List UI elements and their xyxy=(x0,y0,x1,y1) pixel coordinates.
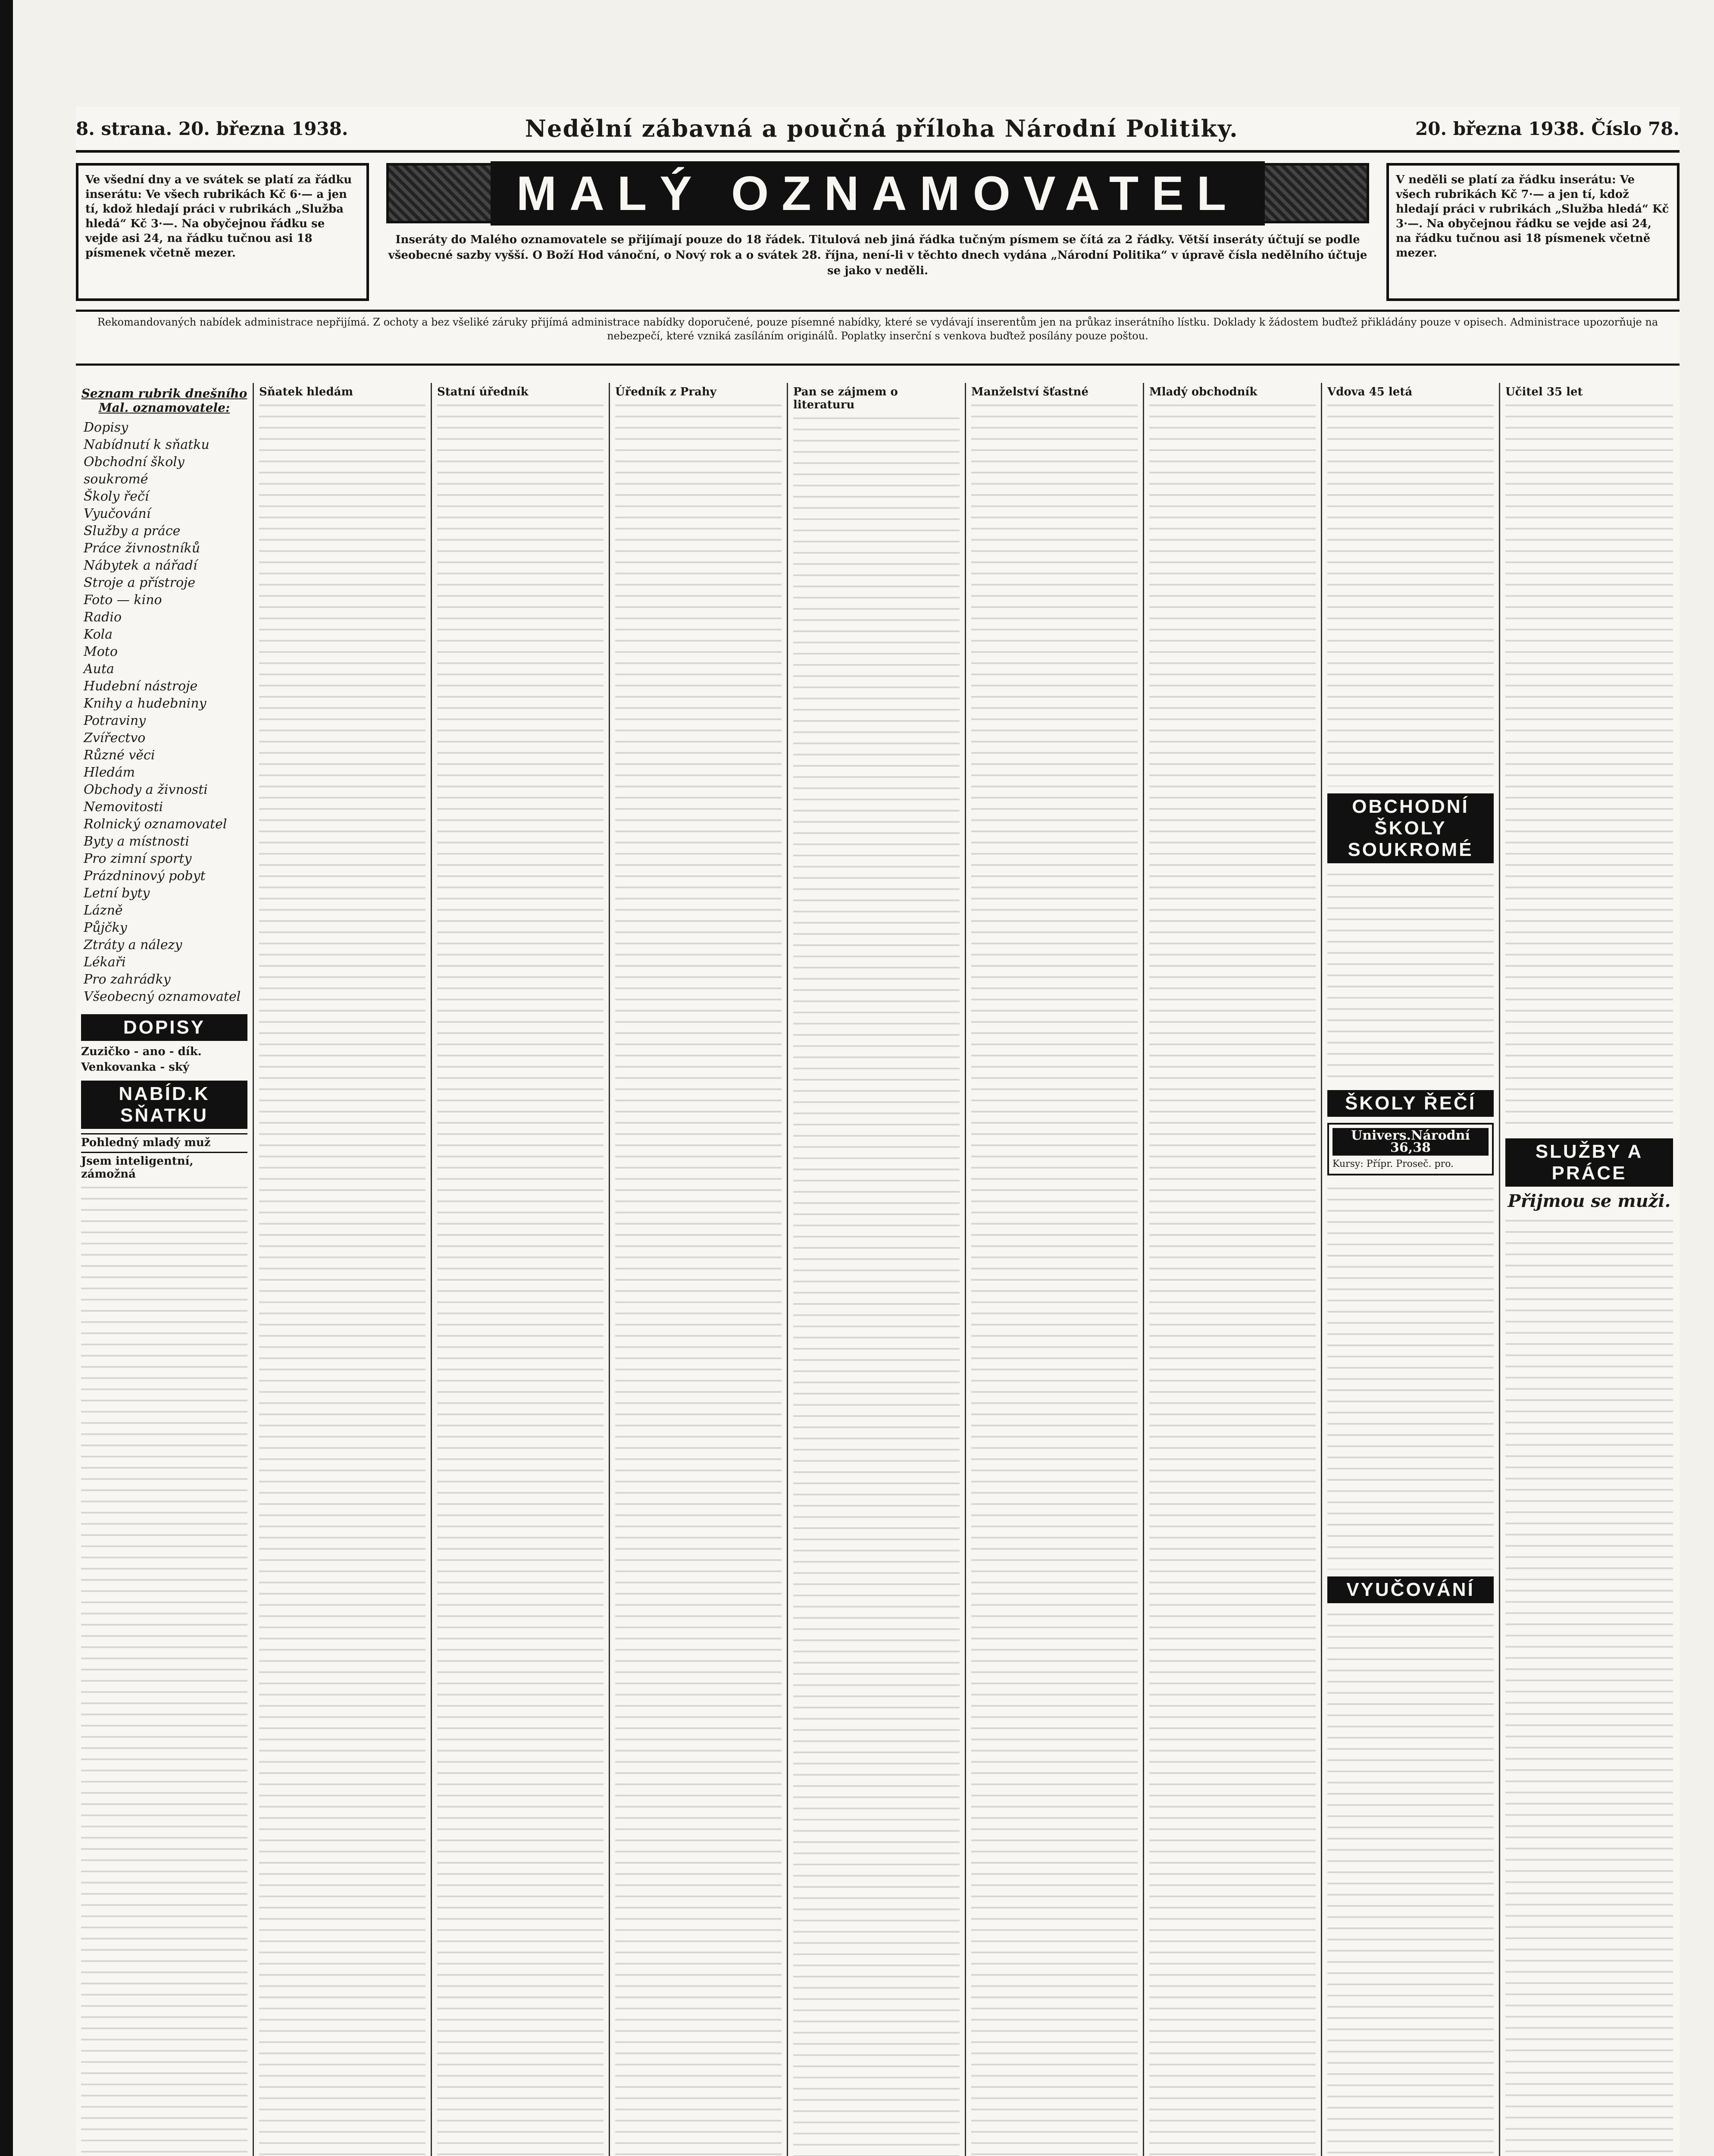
column-6 xyxy=(966,383,1144,2156)
ad-heading: Venkovanka - ský xyxy=(81,1061,189,1074)
column-9 xyxy=(1500,383,1678,2156)
masthead-band xyxy=(76,163,1680,370)
rubric-item: Školy řečí xyxy=(84,489,149,504)
section-dopisy: DOPISY xyxy=(81,1014,247,1041)
ad-heading: Pan se zájmem o literaturu xyxy=(793,385,898,411)
price-notice-weekday: Ve všední dny a ve svátek se platí za řádku inserátu: Ve všech rubrikách Kč 6·— a jen tí, kdož hledají práci v rubrikách „Služba hledá“ Kč 3·—. Na obyčejnou řádku se vejde asi 24, na řádku tučnou asi 18 písmenek včetně mezer. xyxy=(76,163,369,301)
column-5 xyxy=(788,383,966,2156)
rubric-item: Dopisy xyxy=(84,420,128,435)
rubric-item: Obchody a živnosti xyxy=(84,782,208,797)
classified-text-block xyxy=(1149,398,1316,2156)
classified-text-block xyxy=(615,398,782,2156)
rubric-list xyxy=(84,419,247,1006)
ad-heading: Úředník z Prahy xyxy=(615,385,716,398)
classified-text-block xyxy=(1505,1214,1673,2156)
rubric-item: Pro zahrádky xyxy=(84,972,171,987)
classified-text-block xyxy=(259,398,425,2156)
column-1 xyxy=(76,383,254,2156)
rubric-item: Vyučování xyxy=(84,506,151,521)
classified-text-block xyxy=(1327,398,1494,787)
school-ad-body: Kursy: Přípr. Proseč. pro. xyxy=(1332,1159,1454,1169)
runner-title: Nedělní zábavná a poučná příloha Národní Politiky. xyxy=(525,115,1239,142)
rubric-item: Kola xyxy=(84,627,113,642)
rubric-list-title: Seznam rubrik dnešního Mal. oznamovatele: xyxy=(81,386,247,415)
classified-text-block xyxy=(1505,398,1673,1131)
masthead-title: MALÝ OZNAMOVATEL xyxy=(491,161,1265,226)
ad-heading: Pohledný mladý muž xyxy=(81,1133,247,1149)
rubric-item: Půjčky xyxy=(84,920,127,935)
rubric-item: Hudební nástroje xyxy=(84,679,198,694)
classified-text-block xyxy=(1327,1608,1494,2156)
rubric-item: Nemovitosti xyxy=(84,799,163,815)
rubric-item: Auta xyxy=(84,661,114,677)
section-skoly-reci: ŠKOLY ŘEČÍ xyxy=(1327,1090,1494,1117)
rubric-item: Stroje a přístroje xyxy=(84,575,196,590)
rubric-item: Rolnický oznamovatel xyxy=(84,817,227,832)
ad-heading: Sňatek hledám xyxy=(259,385,353,398)
section-vyucovani: VYUČOVÁNÍ xyxy=(1327,1576,1494,1603)
rubric-item: Potraviny xyxy=(84,713,146,728)
ad-heading: Statní úředník xyxy=(437,385,529,398)
subsection-prijmou-se-muzi: Přijmou se muži. xyxy=(1508,1191,1671,1211)
classified-text-block xyxy=(793,411,960,2156)
runner-left: 8. strana. 20. března 1938. xyxy=(76,118,348,139)
rubric-item: Nabídnutí k sňatku xyxy=(84,437,210,452)
runner-right: 20. března 1938. Číslo 78. xyxy=(1415,118,1680,139)
section-nabidky-snatku: NABÍD.K SŇATKU xyxy=(81,1081,247,1129)
rubric-item: Zvířectvo xyxy=(84,730,146,746)
rubric-item: Nábytek a nářadí xyxy=(84,558,197,573)
column-2 xyxy=(254,383,432,2156)
column-3 xyxy=(432,383,610,2156)
masthead xyxy=(386,163,1369,223)
ad-heading: Mladý obchodník xyxy=(1149,385,1257,398)
rubric-item: Ztráty a nálezy xyxy=(84,937,182,953)
classified-text-block xyxy=(437,398,604,2156)
rubric-item: Různé věci xyxy=(84,748,155,763)
scan-edge xyxy=(0,0,13,2156)
section-sluzby-prace: SLUŽBY A PRÁCE xyxy=(1505,1138,1673,1187)
rubric-item: Hledám xyxy=(84,765,135,780)
rubric-item: Knihy a hudebniny xyxy=(84,696,206,711)
ad-heading: Vdova 45 letá xyxy=(1327,385,1413,398)
admin-notice: Rekomandovaných nabídek administrace nepřijímá. Z ochoty a bez všeliké záruky přijímá administrace nabídky doporučené, pouze písemné nabídky, které se vydávají inserentům jen na průkaz inserátního lístku. Doklady k žádostem buďtež přikládány pouze v opisech. Administrace upozorňuje na nebezpečí, které vzniká zasíláním originálů. Poplatky inserční s venkova buďtež posílány pouze poštou. xyxy=(76,310,1680,366)
ad-heading: Zuzičko - ano - dík. xyxy=(81,1045,202,1058)
classified-text-block xyxy=(81,1181,247,2156)
column-7 xyxy=(1144,383,1322,2156)
rubric-item: Lázně xyxy=(84,903,123,918)
running-header xyxy=(76,107,1680,153)
column-4 xyxy=(610,383,788,2156)
classified-text-block xyxy=(971,398,1138,2156)
rubric-item: Radio xyxy=(84,610,122,625)
ad-heading: Jsem inteligentní, zámožná xyxy=(81,1152,247,1181)
rubric-item: Letní byty xyxy=(84,886,150,901)
ad-columns xyxy=(76,383,1680,2156)
section-obchodni-skoly: OBCHODNÍ ŠKOLY SOUKROMÉ xyxy=(1327,793,1494,863)
classified-text-block xyxy=(1327,1181,1494,1570)
newspaper-page xyxy=(76,107,1680,2156)
rubric-item: Foto — kino xyxy=(84,592,162,608)
ad-heading: Učitel 35 let xyxy=(1505,385,1583,398)
rubric-item: Služby a práce xyxy=(84,523,181,539)
rubric-item: Práce živnostníků xyxy=(84,541,200,556)
classified-text-block xyxy=(1327,868,1494,1083)
rubric-item: Všeobecný oznamovatel xyxy=(84,989,241,1004)
rubric-item: Moto xyxy=(84,644,118,659)
rubric-item: Prázdninový pobyt xyxy=(84,868,206,884)
school-ad xyxy=(1327,1123,1494,1175)
rubric-item: Obchodní školy soukromé xyxy=(84,454,185,487)
rubric-item: Pro zimní sporty xyxy=(84,851,192,866)
ad-heading: Manželství šťastné xyxy=(971,385,1088,398)
rubric-item: Byty a místnosti xyxy=(84,834,189,849)
price-notice-sunday: V neděli se platí za řádku inserátu: Ve všech rubrikách Kč 7·— a jen tí, kdož hledají práci v rubrikách „Služba hledá“ Kč 3·—. Na obyčejnou řádku se vejde asi 24, na řádku tučnou asi 18 písmenek včetně mezer. xyxy=(1386,163,1680,301)
intro-text: Inseráty do Malého oznamovatele se přijímají pouze do 18 řádek. Titulová neb jiná řádka tučným písmem se čítá za 2 řádky. Větší inseráty účtují se podle všeobecné sazby vyšší. O Boží Hod vánoční, o Nový rok a o svátek 28. října, není-li v těchto dnech vydána „Národní Politika“ v úpravě čísla nedělního účtuje se jako v neděli. xyxy=(388,233,1367,277)
school-ad-head: Univers.Národní 36,38 xyxy=(1332,1128,1489,1156)
rubric-item: Lékaři xyxy=(84,955,126,970)
column-8 xyxy=(1322,383,1500,2156)
